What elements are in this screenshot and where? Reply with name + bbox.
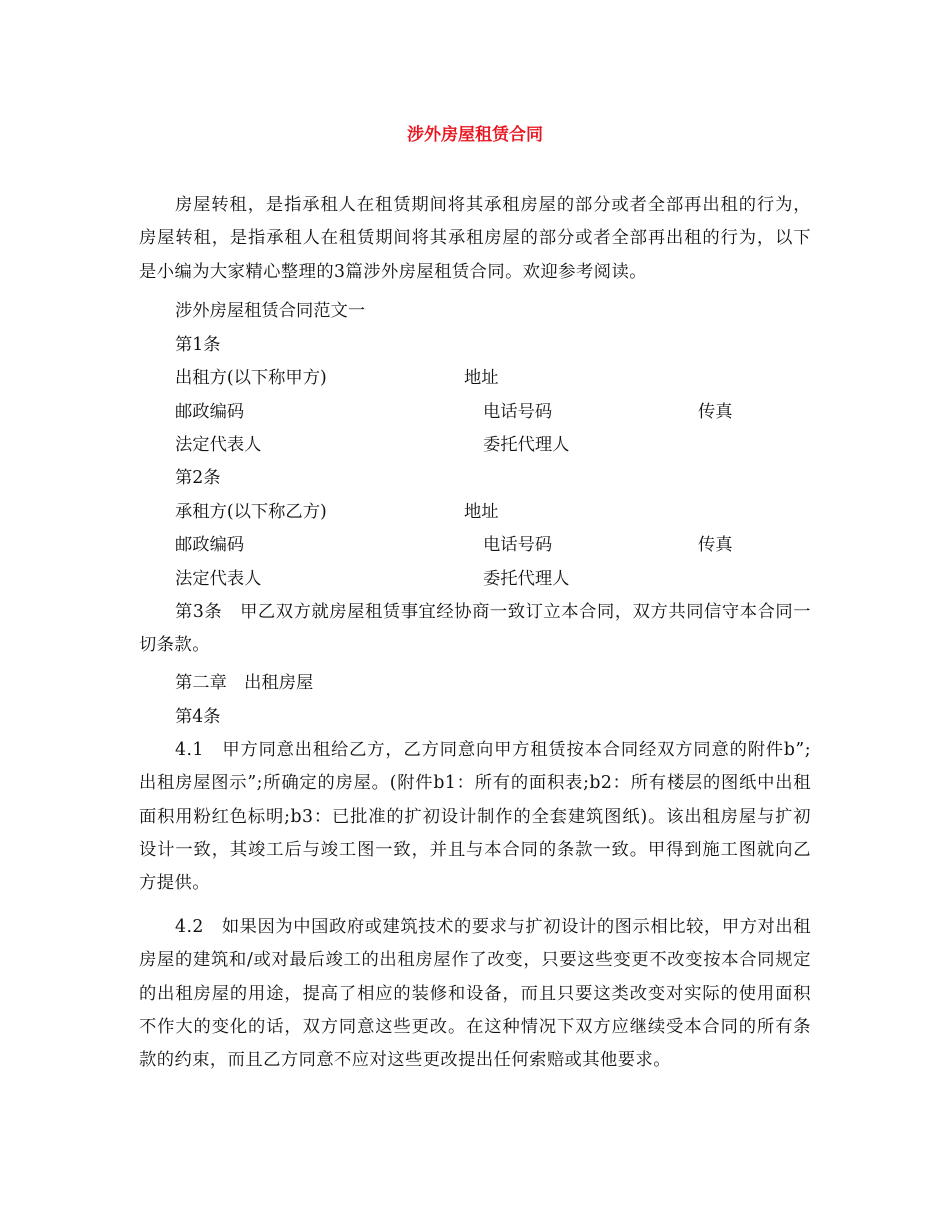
article-1-agent-label: 委托代理人 xyxy=(483,435,570,455)
article-2-legal-rep-label: 法定代表人 xyxy=(175,569,262,589)
article-1-postcode-label: 邮政编码 xyxy=(175,402,245,422)
sample-heading: 涉外房屋租赁合同范文一 xyxy=(175,301,366,321)
article-1-party-label: 出租方(以下称甲方) xyxy=(175,368,327,388)
article-2-phone-label: 电话号码 xyxy=(483,535,553,555)
article-4-heading: 第4条 xyxy=(175,707,221,727)
article-2-agent-label: 委托代理人 xyxy=(483,569,570,589)
article-2-fax-label: 传真 xyxy=(698,535,733,555)
article-3-paragraph: 第3条 甲乙双方就房屋租赁事宜经协商一致订立本合同，双方共同信守本合同一切条款。 xyxy=(139,602,811,656)
chapter-2-heading: 第二章 出租房屋 xyxy=(175,673,314,693)
clause-4-1-paragraph: 4.1 甲方同意出租给乙方，乙方同意向甲方租赁按本合同经双方同意的附件b”;出租房屋图示”;所确定的房屋。(附件b1：所有的面积表;b2：所有楼层的图纸中出租面积用粉红色标明;b3：已批准的扩初设计制作的全套建筑图纸)。该出租房屋与扩初设计一致，其竣工后与竣工图一致，并且与本合同的条款一致。甲得到施工图就向乙方提供。 xyxy=(139,740,811,894)
article-2-postcode-label: 邮政编码 xyxy=(175,535,245,555)
article-1-legal-rep-label: 法定代表人 xyxy=(175,435,262,455)
article-1-phone-label: 电话号码 xyxy=(483,402,553,422)
intro-paragraph: 房屋转租，是指承租人在租赁期间将其承租房屋的部分或者全部再出租的行为，房屋转租，是指承租人在租赁期间将其承租房屋的部分或者全部再出租的行为，以下是小编为大家精心整理的3篇涉外房屋租赁合同。欢迎参考阅读。 xyxy=(139,195,811,282)
article-2-address-label: 地址 xyxy=(464,502,499,522)
article-1-heading: 第1条 xyxy=(175,335,221,355)
article-2-heading: 第2条 xyxy=(175,468,221,488)
clause-4-2-paragraph: 4.2 如果因为中国政府或建筑技术的要求与扩初设计的图示相比较，甲方对出租房屋的建筑和/或对最后竣工的出租房屋作了改变，只要这些变更不改变按本合同规定的出租房屋的用途，提高了相应的装修和设备，而且只要这类改变对实际的使用面积不作大的变化的话，双方同意这些更改。在这种情况下双方应继续受本合同的所有条款的约束，而且乙方同意不应对这些更改提出任何索赔或其他要求。 xyxy=(139,917,811,1071)
article-1-address-label: 地址 xyxy=(464,368,499,388)
article-1-fax-label: 传真 xyxy=(698,402,733,422)
document-title: 涉外房屋租赁合同 xyxy=(407,125,543,145)
article-2-party-label: 承租方(以下称乙方) xyxy=(175,502,327,522)
